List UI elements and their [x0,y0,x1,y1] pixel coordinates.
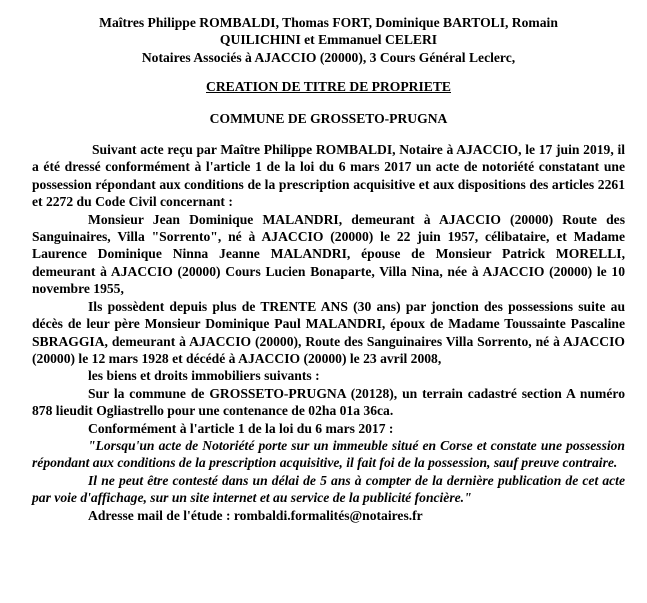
paragraph-quote-1: "Lorsqu'un acte de Notoriété porte sur un immeuble situé en Corse et constate une possession répondant aux conditions de la prescription acquisitive, il fait foi de la possession, sauf preuve contraire. [32,437,625,471]
header-line-3: Notaires Associés à AJACCIO (20000), 3 Cours Général Leclerc, [141,49,516,65]
commune-heading: COMMUNE DE GROSSETO-PRUGNA [209,110,448,126]
paragraph-quote-2: Il ne peut être contesté dans un délai de 5 ans à compter de la dernière publication de cet acte par voie d'affichage, sur un site internet et au service de la publicité foncière." [32,472,625,506]
paragraph-terrain: Sur la commune de GROSSETO-PRUGNA (20128), un terrain cadastré section A numéro 878 lieudit Ogliastrello pour une contenance de 02ha 01a 36ca. [32,385,625,419]
paragraph-biens: les biens et droits immobiliers suivants : [88,368,320,384]
paragraph-possession: Ils possèdent depuis plus de TRENTE ANS (30 ans) par jonction des possessions suite au décès de leur père Monsieur Dominique Paul MALANDRI, époux de Madame Toussainte Pascaline SBRAGGIA, demeurant à AJACCIO (20000), Route des Sanguinaires Villa Sorrento, né à AJACCIO (20000) le 12 mars 1928 et décédé à AJACCIO (20000) le 23 avril 2008, [32,298,625,366]
notice-title: CREATION DE TITRE DE PROPRIETE [206,79,451,95]
header-line-2: QUILICHINI et Emmanuel CELERI [219,32,438,48]
paragraph-email: Adresse mail de l'étude : rombaldi.formalités@notaires.fr [88,507,423,523]
notaries-header [32,14,625,66]
paragraph-conformement: Conformément à l'article 1 de la loi du 6 mars 2017 : [88,420,394,436]
header-line-1: Maîtres Philippe ROMBALDI, Thomas FORT, Dominique BARTOLI, Romain [99,15,558,30]
paragraph-parties: Monsieur Jean Dominique MALANDRI, demeurant à AJACCIO (20000) Route des Sanguinaires, Villa "Sorrento", né à AJACCIO (20000) le 22 juin 1957, célibataire, et Madame Laurence Dominique Ninna Jeanne MALANDRI, épouse de Monsieur Patrick MORELLI, demeurant à AJACCIO (20000) Cours Lucien Bonaparte, Villa Nina, née à AJACCIO (20000) le 10 novembre 1955, [32,211,625,297]
paragraph-acte: Suivant acte reçu par Maître Philippe ROMBALDI, Notaire à AJACCIO, le 17 juin 2019, il a été dressé conformément à l'article 1 de la loi du 6 mars 2017 un acte de notoriété constatant une possession répondant aux conditions de la prescription acquisitive et aux dispositions des articles 2261 et 2272 du Code Civil concernant : [32,142,625,210]
